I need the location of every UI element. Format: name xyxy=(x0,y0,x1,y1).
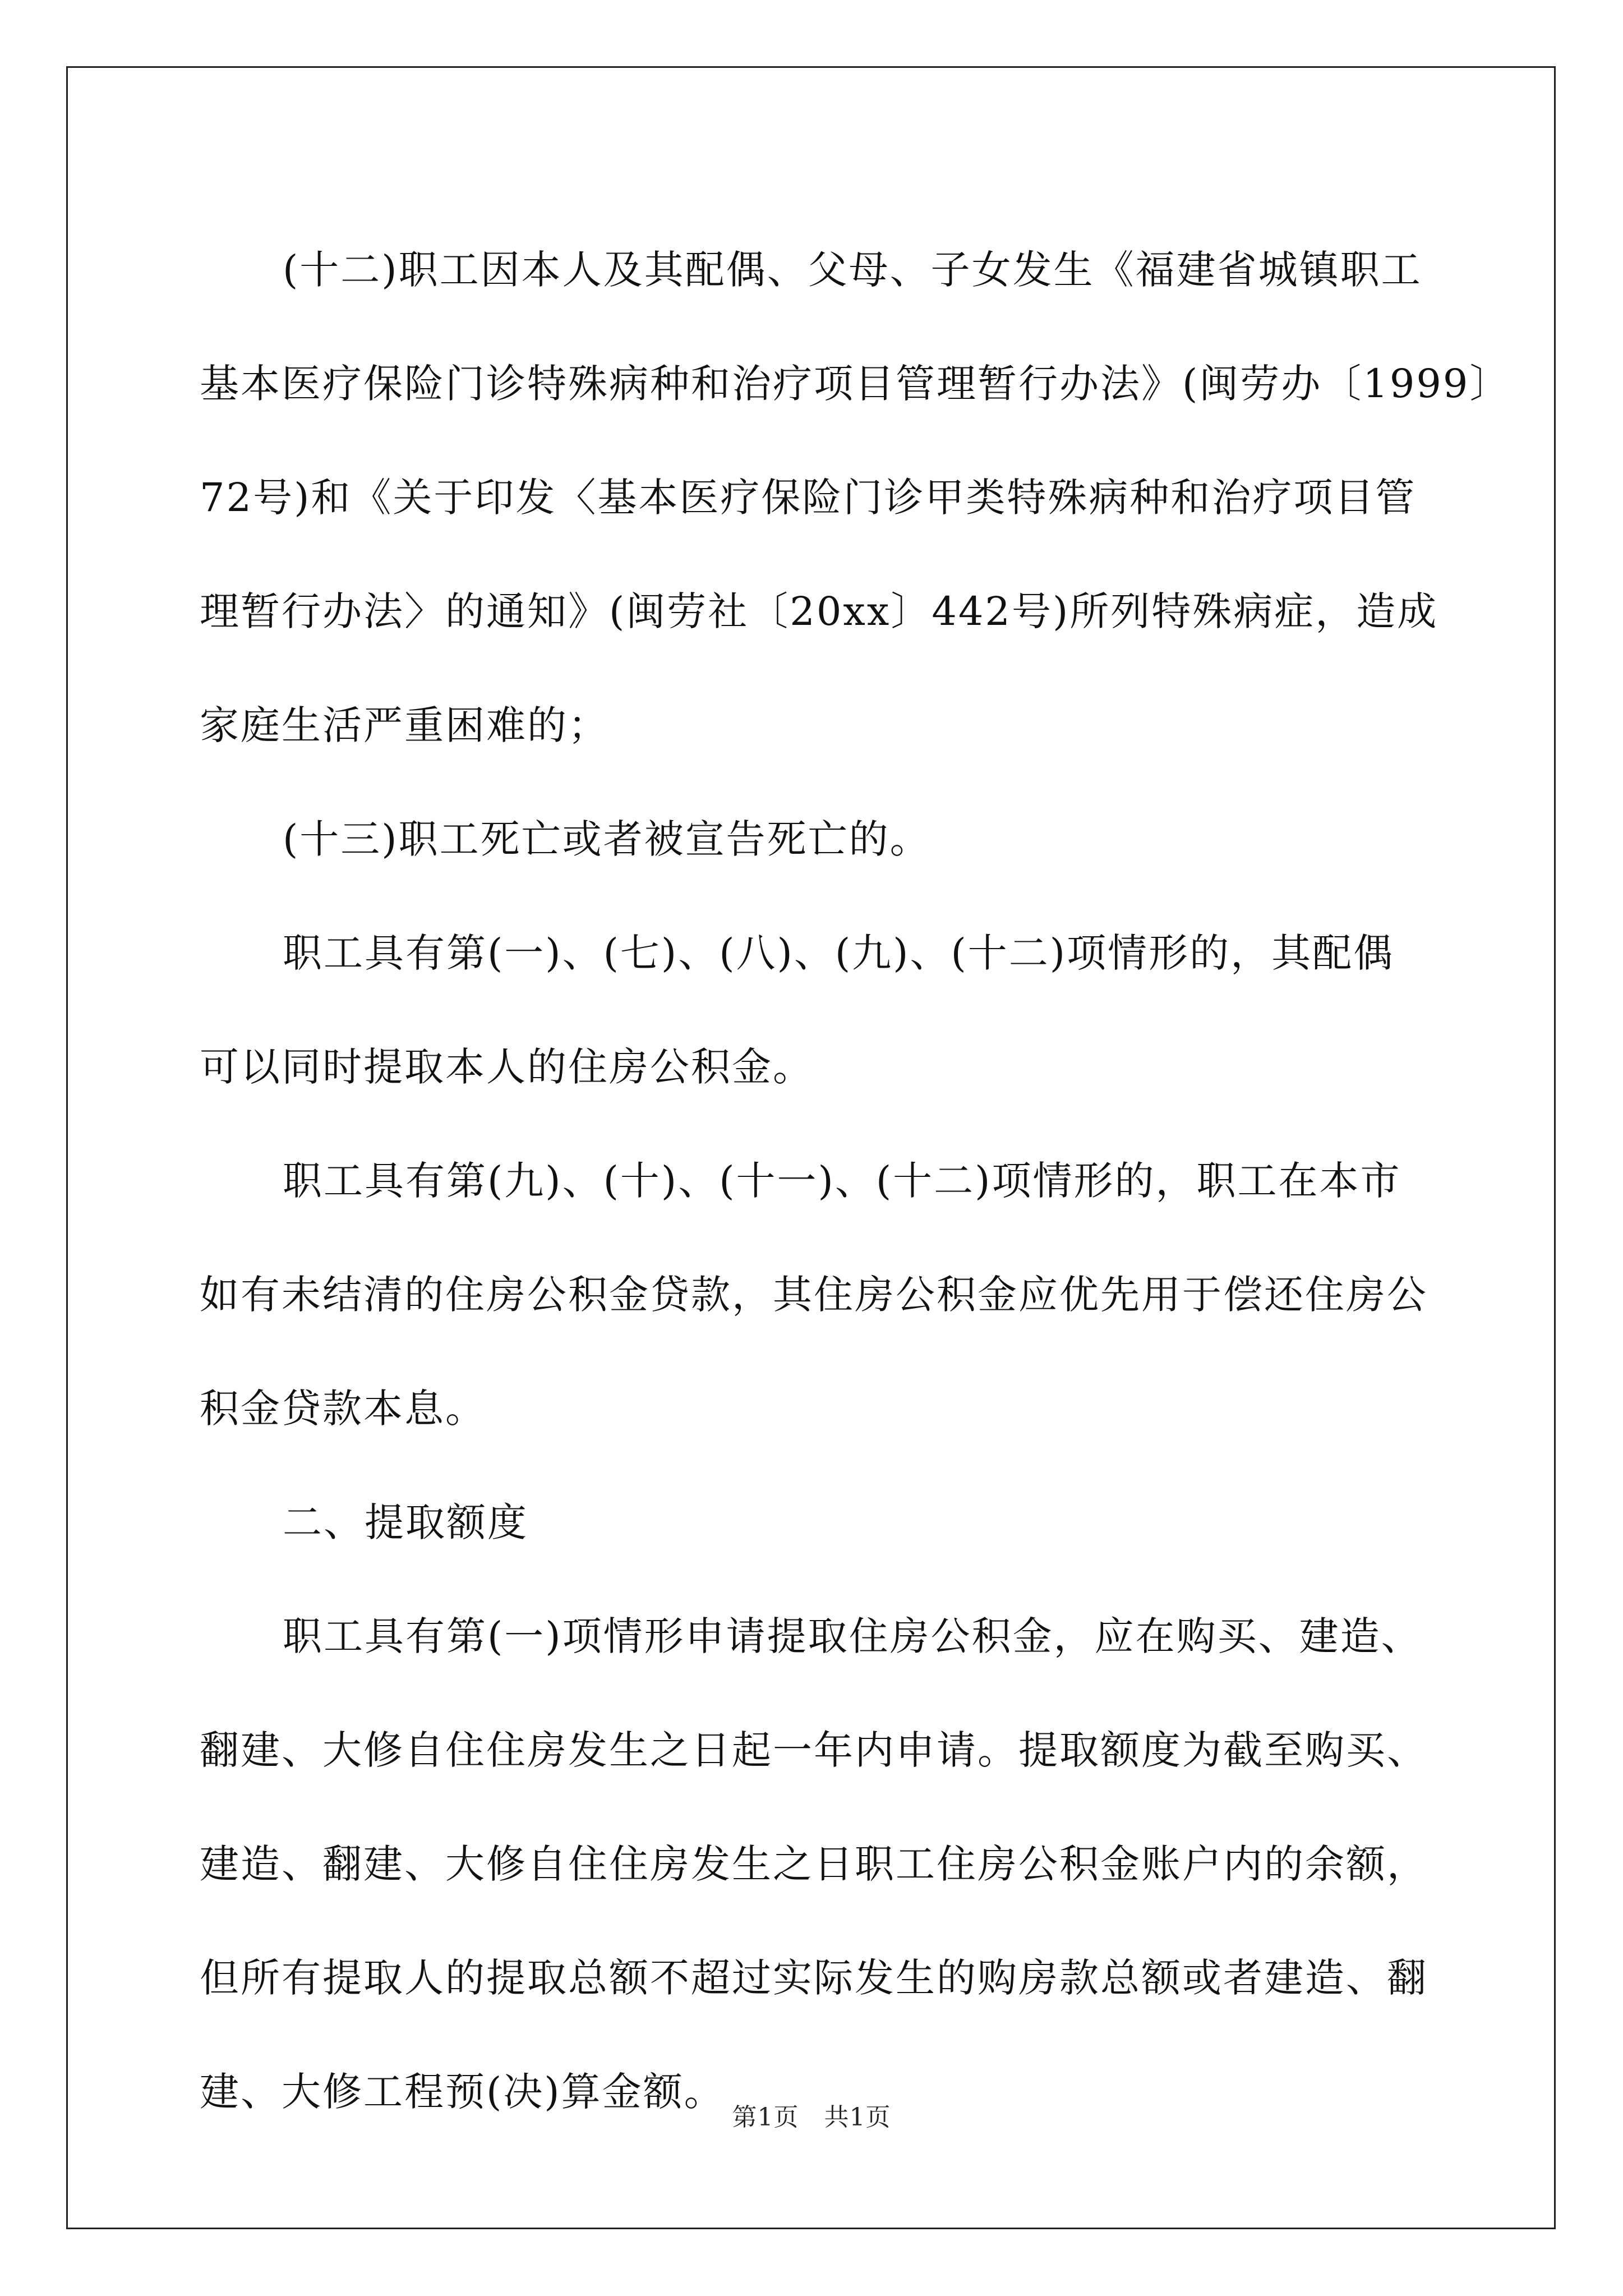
text-line: 积金贷款本息。 xyxy=(200,1386,486,1432)
text-line: 翻建、大修自住住房发生之日起一年内申请。提取额度为截至购买、 xyxy=(200,1727,1428,1773)
text-line: 理暂行办法〉的通知》(闽劳社〔20xx〕442号)所列特殊病症，造成 xyxy=(200,588,1438,634)
text-line: 职工具有第(一)项情形申请提取住房公积金，应在购买、建造、 xyxy=(283,1613,1422,1659)
text-line: 二、提取额度 xyxy=(283,1499,528,1545)
paragraph-spouse-withdrawal xyxy=(200,896,1427,1124)
paragraph-loan-repayment xyxy=(200,1124,1427,1466)
text-line: (十二)职工因本人及其配偶、父母、子女发生《福建省城镇职工 xyxy=(283,247,1422,293)
text-line: 家庭生活严重困难的； xyxy=(200,702,609,748)
paragraph-item-13 xyxy=(200,783,1427,896)
page-number-footer: 第1页 共1页 xyxy=(732,2103,891,2132)
text-line: 职工具有第(一)、(七)、(八)、(九)、(十二)项情形的，其配偶 xyxy=(283,930,1395,976)
text-line: (十三)职工死亡或者被宣告死亡的。 xyxy=(283,816,931,862)
text-line: 72号)和《关于印发〈基本医疗保险门诊甲类特殊病种和治疗项目管 xyxy=(200,475,1417,521)
text-line: 可以同时提取本人的住房公积金。 xyxy=(200,1044,814,1090)
paragraph-item-12 xyxy=(200,213,1511,783)
text-line: 基本医疗保险门诊特殊病种和治疗项目管理暂行办法》(闽劳办〔1999〕 xyxy=(200,361,1511,407)
text-line: 建造、翻建、大修自住住房发生之日职工住房公积金账户内的余额， xyxy=(200,1841,1428,1887)
text-line: 职工具有第(九)、(十)、(十一)、(十二)项情形的，职工在本市 xyxy=(283,1158,1401,1204)
text-line: 建、大修工程预(决)算金额。 xyxy=(200,2069,725,2115)
text-line: 但所有提取人的提取总额不超过实际发生的购房款总额或者建造、翻 xyxy=(200,1955,1428,2001)
document-body xyxy=(200,213,1511,2149)
section-heading-withdrawal-amount xyxy=(200,1466,1427,1580)
paragraph-withdrawal-amount xyxy=(200,1580,1427,2149)
text-line: 如有未结清的住房公积金贷款，其住房公积金应优先用于偿还住房公 xyxy=(200,1272,1428,1318)
